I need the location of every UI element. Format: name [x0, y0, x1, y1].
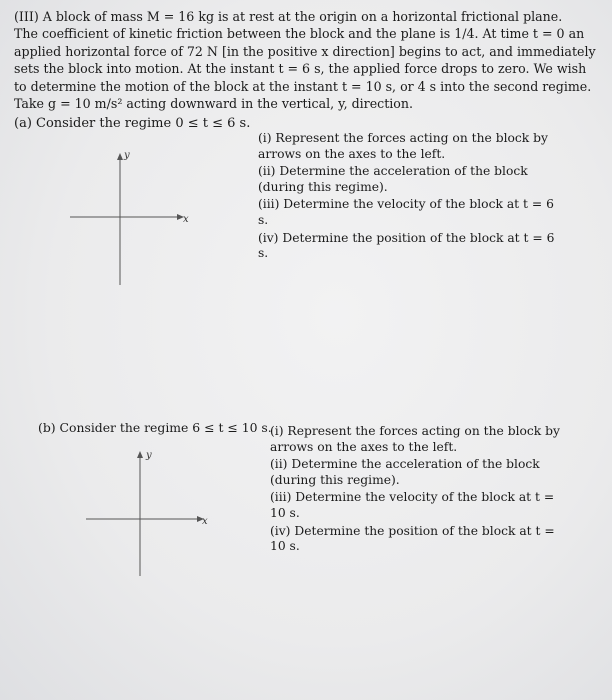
task-item: (ii) Determine the acceleration of the block (during this regime).: [270, 457, 540, 487]
task-item: (iv) Determine the position of the block at t = 10 s.: [270, 523, 555, 554]
task-item: (i) Represent the forces acting on the block by arrows on the axes to the left.: [258, 131, 548, 161]
part-a-heading: (a) Consider the regime 0 ≤ t ≤ 6 s.: [14, 116, 251, 131]
statement-line: to determine the motion of the block at the instant t = 10 s, or 4 s into the second regime.: [14, 78, 592, 94]
part-b-heading: (b) Consider the regime 6 ≤ t ≤ 10 s.: [38, 420, 272, 435]
part-b-task-list: [270, 424, 570, 557]
task-item: (iii) Determine the velocity of the block at t = 6 s.: [258, 197, 554, 227]
task-item: (ii) Determine the acceleration of the block (during this regime).: [258, 164, 528, 194]
y-axis-label: y: [146, 450, 152, 461]
y-axis-arrowhead: [137, 451, 143, 458]
y-axis-label: y: [124, 150, 130, 161]
part-a-task-list: [258, 131, 558, 264]
statement-line: applied horizontal force of 72 N [in the positive x direction] begins to act, and immediately: [14, 43, 596, 59]
statement-line: sets the block into motion. At the instant t = 6 s, the applied force drops to zero. We wish: [14, 61, 587, 77]
task-item: (i) Represent the forces acting on the block by arrows on the axes to the left.: [270, 424, 560, 454]
x-axis-label: x: [202, 516, 208, 527]
statement-line: (III) A block of mass M = 16 kg is at rest at the origin on a horizontal frictional plane.: [14, 9, 563, 24]
task-item: (iii) Determine the velocity of the block at t = 10 s.: [270, 490, 555, 520]
task-item: (iv) Determine the position of the block at t = 6 s.: [258, 230, 555, 261]
y-axis-arrowhead: [117, 153, 123, 160]
x-axis-label: x: [183, 214, 189, 225]
part-b-axes-diagram: [86, 450, 216, 580]
part-a-axes-diagram: [70, 150, 190, 290]
statement-line: Take g = 10 m/s² acting downward in the vertical, y, direction.: [14, 96, 413, 112]
problem-statement: [14, 8, 600, 112]
statement-line: The coefficient of kinetic friction between the block and the plane is 1/4. At time t = 0 an: [14, 26, 585, 42]
